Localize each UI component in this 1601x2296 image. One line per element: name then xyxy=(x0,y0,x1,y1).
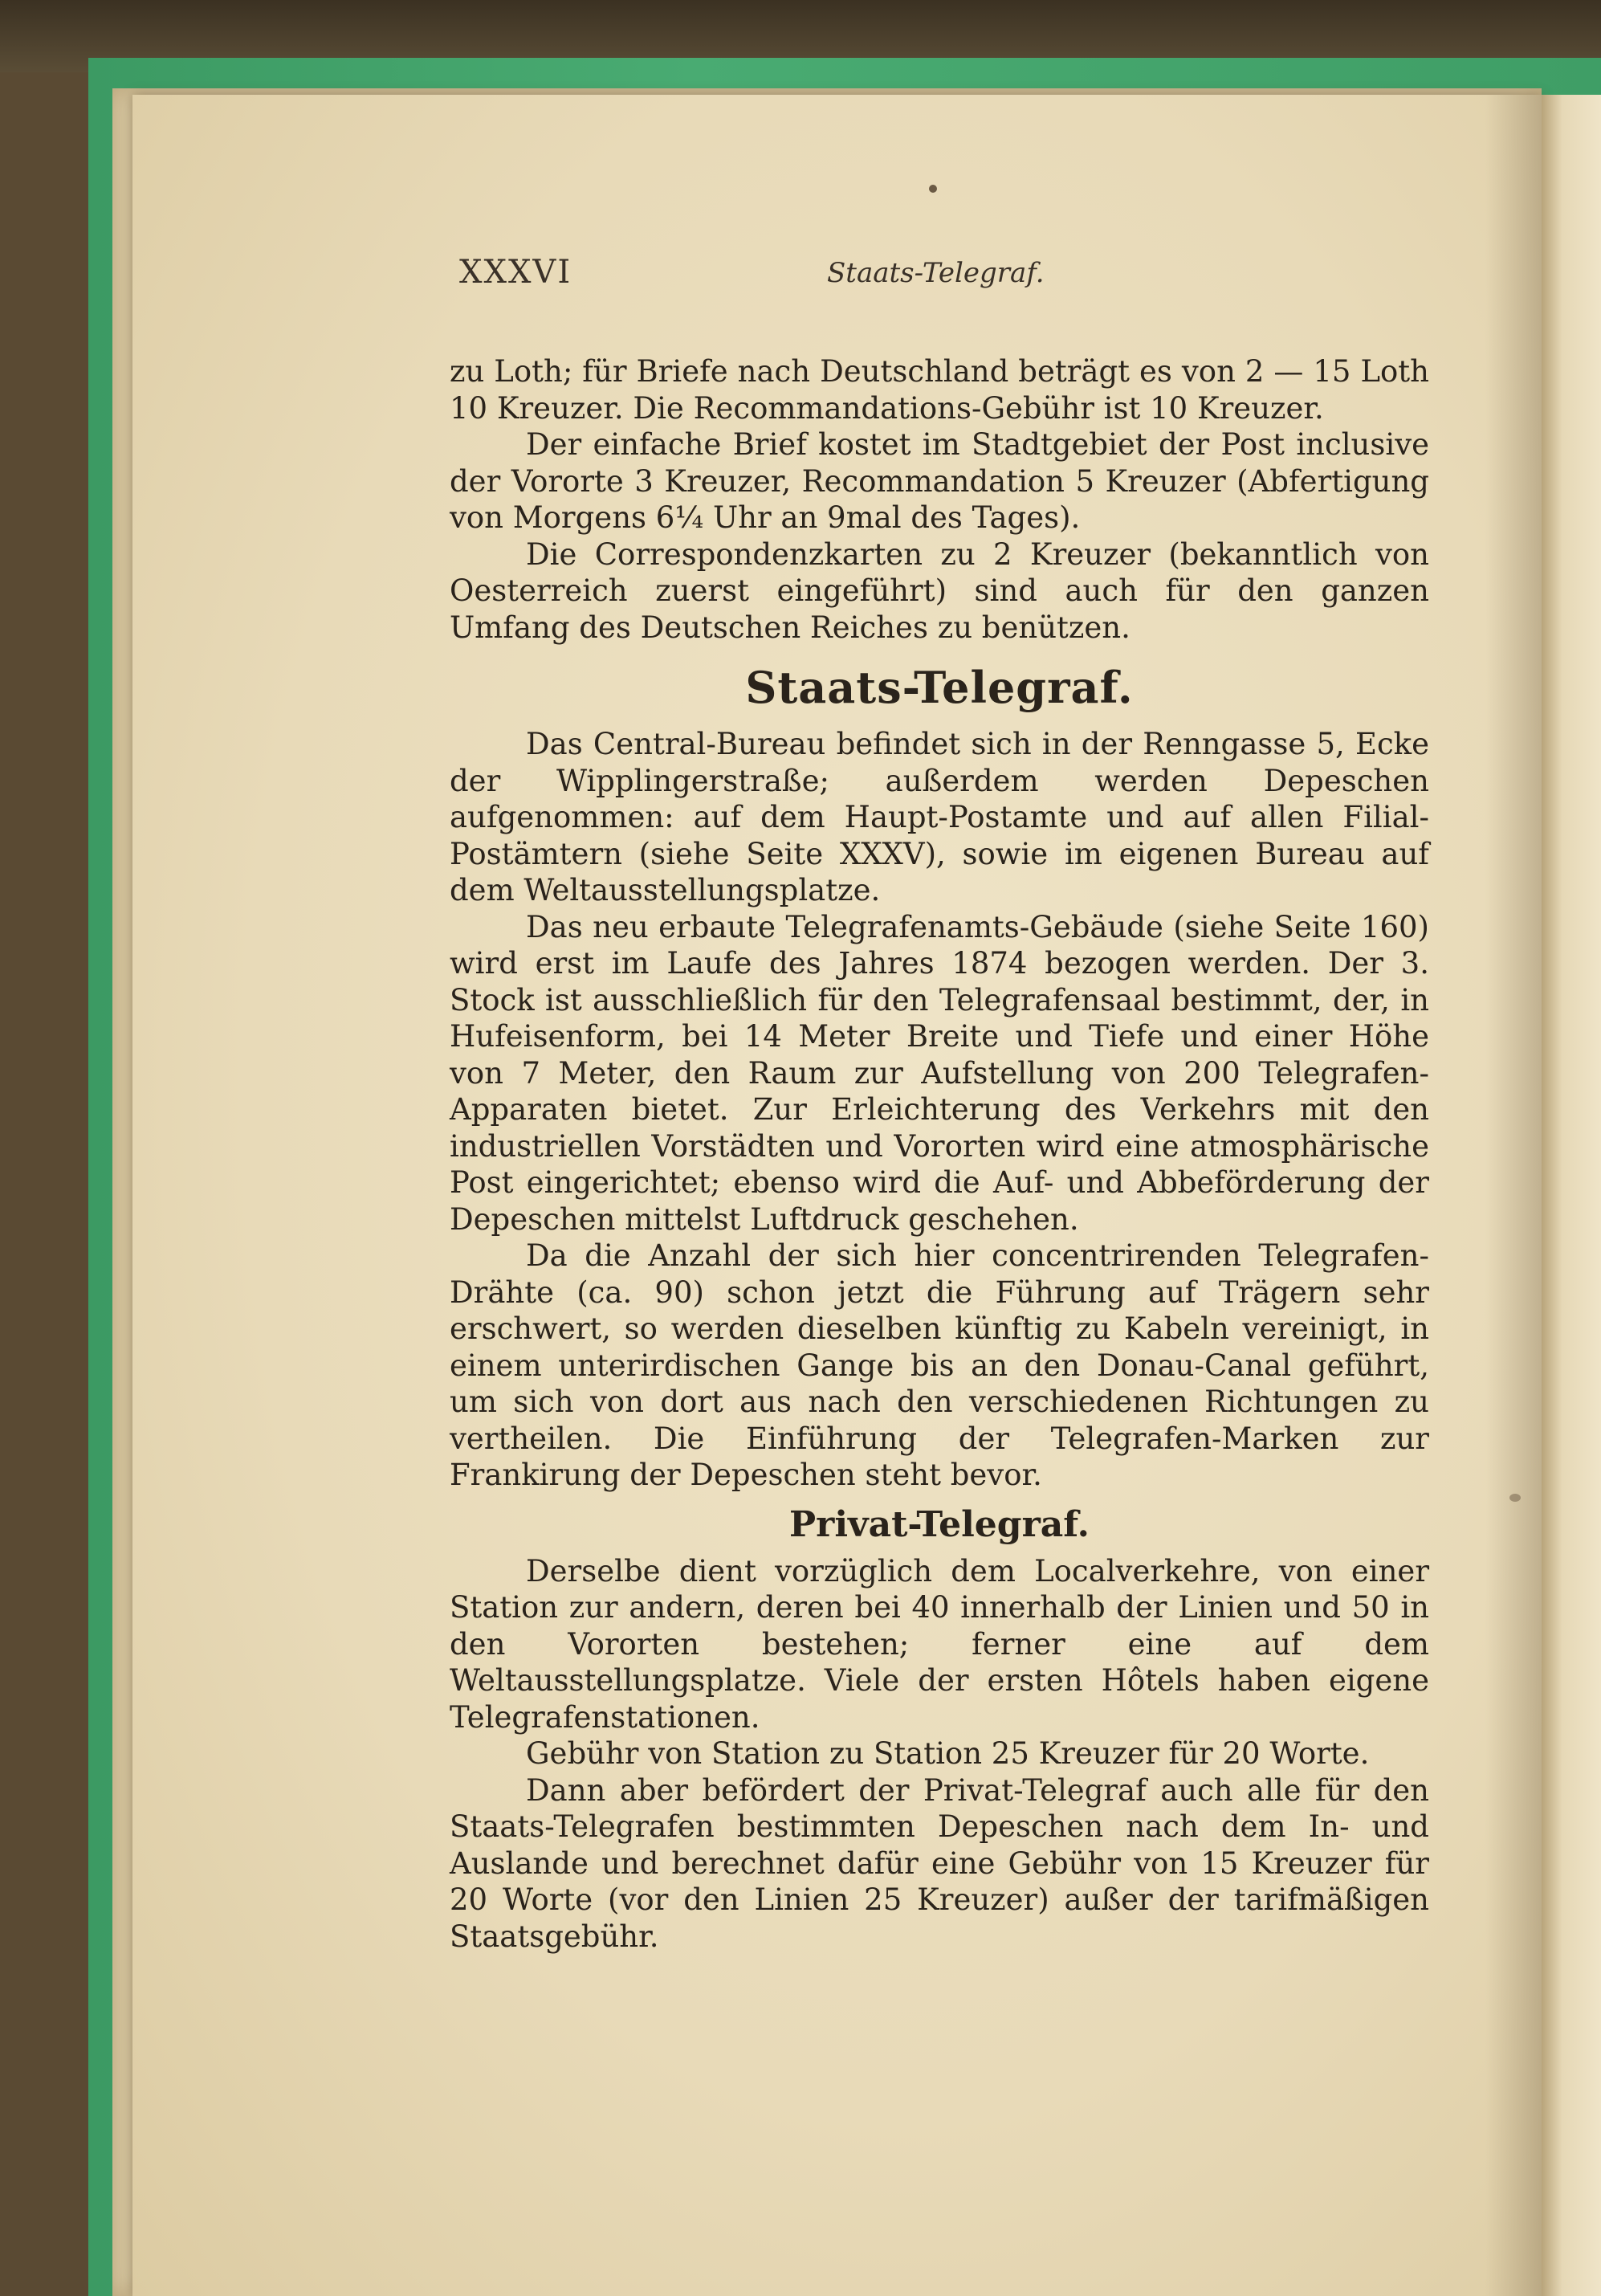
gutter-shadow xyxy=(1485,95,1542,2296)
paragraph: Die Correspondenzkarten zu 2 Kreuzer (bekanntlich von Oesterreich zuerst eingeführt) sind auch für den ganzen Umfang des Deutschen Reiches zu benützen. xyxy=(450,536,1429,645)
page-number: XXXVI xyxy=(459,254,572,291)
page-body xyxy=(450,353,1429,1955)
page-header xyxy=(450,254,1429,294)
paragraph: Derselbe dient vorzüglich dem Localverkehre, von einer Station zur andern, deren bei 40 innerhalb der Linien und 50 in den Vororten bestehen; ferner eine auf dem Weltausstellungsplatze. Viele der ersten Hôtels haben eigene Telegrafenstationen. xyxy=(450,1553,1429,1735)
paragraph: Da die Anzahl der sich hier concentrirenden Telegrafen-Drähte (ca. 90) schon jetzt die Führung auf Trägern sehr erschwert, so werden dieselben künftig zu Kabeln vereinigt, in einem unterirdischen Gange bis an den Donau-Canal geführt, um sich von dort aus nach den verschiedenen Richtungen zu vertheilen. Die Einführung der Telegrafen-Marken zur Frankirung der Depeschen steht bevor. xyxy=(450,1238,1429,1492)
running-title: Staats-Telegraf. xyxy=(827,257,1045,289)
paragraph: Das neu erbaute Telegrafenamts-Gebäude (siehe Seite 160) wird erst im Laufe des Jahres 1874 bezogen werden. Der 3. Stock ist ausschließlich für den Telegrafensaal bestimmt, der, in Hufeisenform, bei 14 Meter Breite und Tiefe und einer Höhe von 7 Meter, den Raum zur Aufstellung von 200 Telegrafen-Apparaten bietet. Zur Erleichterung des Verkehrs mit den industriellen Vorstädten und Vororten wird eine atmosphärische Post eingerichtet; ebenso wird die Auf- und Abbeförderung der Depeschen mittelst Luftdruck geschehen. xyxy=(450,909,1429,1237)
paragraph: Der einfache Brief kostet im Stadtgebiet der Post inclusive der Vororte 3 Kreuzer, Recommandation 5 Kreuzer (Abfertigung von Morgens 6¼ Uhr an 9mal des Tages). xyxy=(450,427,1429,535)
paper-speck xyxy=(929,185,937,193)
paragraph: Dann aber befördert der Privat-Telegraf auch alle für den Staats-Telegrafen bestimmten Depeschen nach dem In- und Auslande und berechnet dafür eine Gebühr von 15 Kreuzer für 20 Worte (vor den Linien 25 Kreuzer) außer der tarifmäßigen Staatsgebühr. xyxy=(450,1772,1429,1954)
section-heading-staats-telegraf: Staats-Telegraf. xyxy=(745,662,1134,713)
paragraph: zu Loth; für Briefe nach Deutschland beträgt es von 2 — 15 Loth 10 Kreuzer. Die Recommandations-Gebühr ist 10 Kreuzer. xyxy=(450,354,1429,426)
paragraph: Gebühr von Station zu Station 25 Kreuzer für 20 Worte. xyxy=(526,1736,1370,1771)
paper-speck xyxy=(1509,1494,1521,1502)
facing-page-edge xyxy=(1542,95,1601,2296)
section-heading-privat-telegraf: Privat-Telegraf. xyxy=(789,1503,1090,1545)
paragraph: Das Central-Bureau befindet sich in der Renngasse 5, Ecke der Wipplingerstraße; außerdem werden Depeschen aufgenommen: auf dem Haupt-Postamte und auf allen Filial-Postämtern (siehe Seite XXXV), sowie im eigenen Bureau auf dem Weltausstellungsplatze. xyxy=(450,727,1429,907)
